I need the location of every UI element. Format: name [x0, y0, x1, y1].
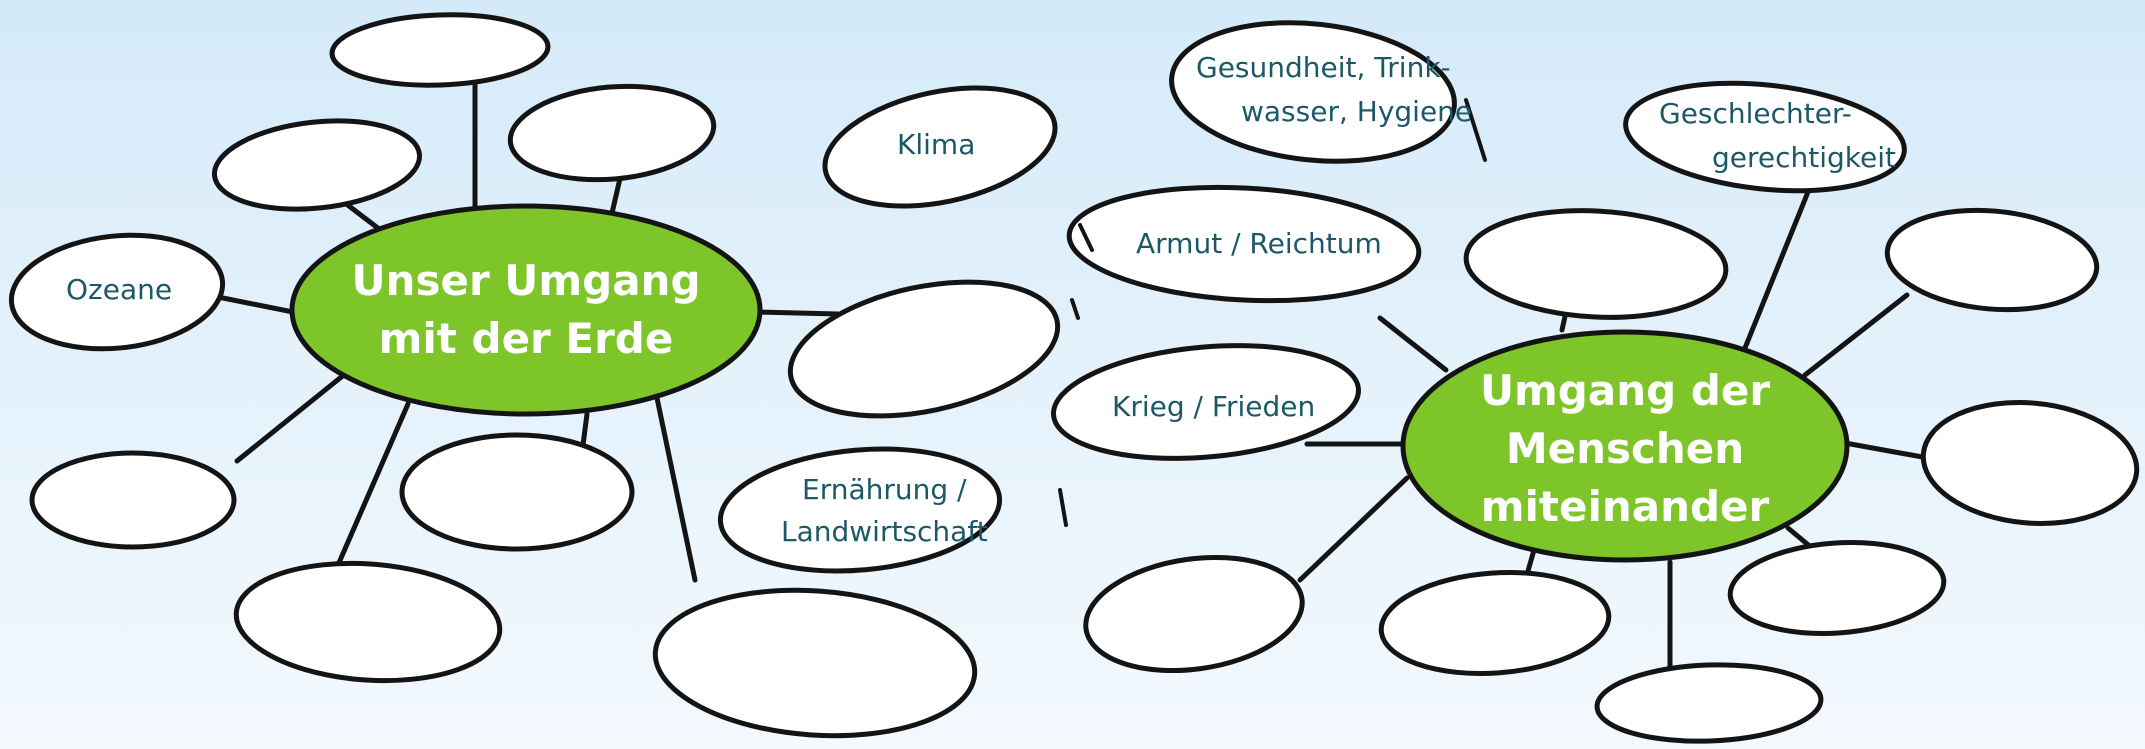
hub-menschen-line3: miteinander	[1480, 482, 1770, 531]
empty-bubble	[32, 453, 234, 547]
sketch-stroke	[1072, 300, 1078, 318]
sketch-stroke	[1060, 490, 1066, 525]
empty-bubble	[1596, 661, 1823, 745]
hub-erde-label	[336, 252, 716, 368]
armut-label: Armut / Reichtum	[1136, 227, 1382, 260]
ozeane-label: Ozeane	[66, 273, 173, 306]
empty-bubble	[1883, 202, 2101, 318]
connector-line	[758, 312, 838, 314]
ernaehrung-label-line2: Landwirtschaft	[781, 515, 988, 548]
empty-bubble	[331, 11, 549, 88]
connector-line	[1745, 187, 1810, 348]
connector-line	[1805, 295, 1907, 375]
empty-bubble	[1918, 394, 2142, 532]
hub-menschen-label	[1445, 362, 1805, 536]
empty-bubble	[232, 555, 503, 689]
empty-bubble	[402, 435, 632, 549]
empty-bubble	[210, 111, 424, 218]
empty-bubble	[778, 260, 1070, 438]
empty-bubble	[1463, 204, 1728, 323]
connector-line	[237, 374, 345, 461]
ernaehrung-label-line1: Ernährung /	[802, 473, 967, 506]
connector-line	[218, 297, 298, 313]
empty-bubble	[1078, 544, 1309, 683]
hub-erde-line1: Unser Umgang	[351, 256, 701, 305]
connector-line	[657, 398, 695, 580]
gesundheit-label-line1: Gesundheit, Trink-	[1196, 51, 1451, 84]
geschlechter-label-line1: Geschlechter-	[1659, 97, 1852, 130]
empty-bubble	[1378, 565, 1612, 681]
hub-menschen-line1: Umgang der	[1479, 366, 1771, 415]
empty-bubble	[650, 580, 979, 746]
empty-bubble	[1727, 536, 1947, 641]
connector-line	[583, 414, 587, 445]
connector-line	[1300, 478, 1407, 580]
connector-line	[338, 404, 408, 565]
klima-label: Klima	[897, 128, 976, 161]
gesundheit-label-line2: wasser, Hygiene	[1241, 95, 1473, 128]
hub-menschen-line2: Menschen	[1505, 424, 1745, 473]
connector-line	[1380, 318, 1446, 370]
hub-erde-line2: mit der Erde	[378, 314, 674, 363]
geschlechter-label-line2: gerechtigkeit	[1712, 141, 1896, 174]
krieg-label: Krieg / Frieden	[1112, 390, 1316, 423]
empty-bubble	[506, 78, 717, 187]
connector-line	[1845, 443, 1928, 458]
